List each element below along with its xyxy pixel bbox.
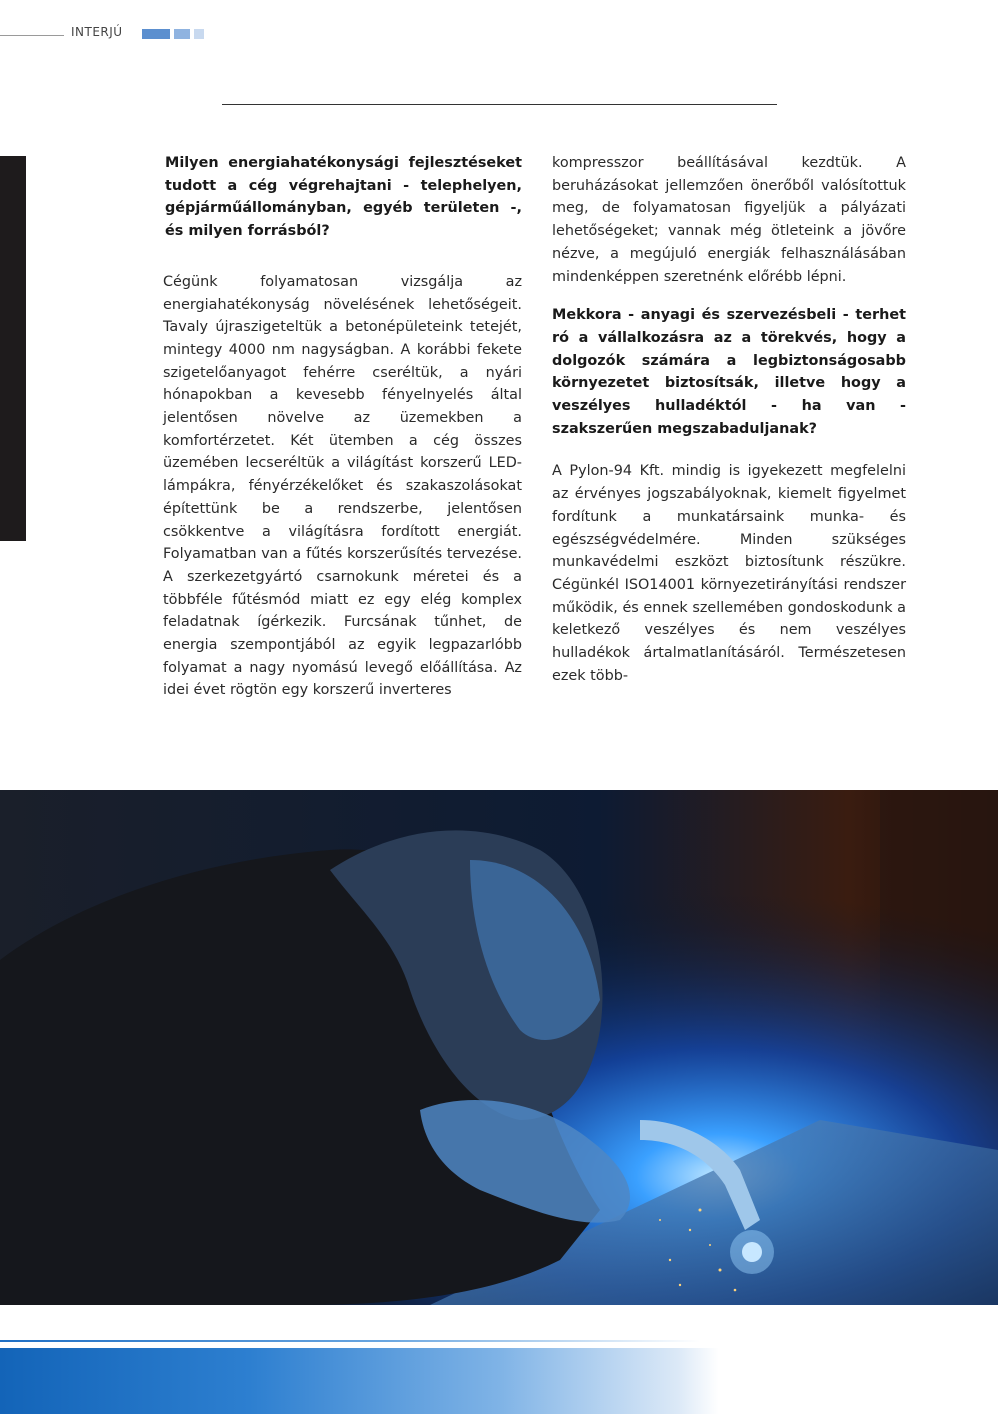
welder-illustration <box>0 790 998 1305</box>
footer-gradient-band <box>0 1348 998 1414</box>
question-safety: Mekkora - anyagi és szervezésbeli - terhet ró a vállalkozásra az a törekvés, hogy a dolgozók számára a legbiztonságosabb környezetet biztosítsák, illetve hogy a veszélyes hulladéktól - ha van - szakszerűen megszabaduljanak? <box>552 307 906 437</box>
right-column <box>552 152 906 687</box>
header-square-medium <box>174 29 190 39</box>
answer-energy: Cégünk folyamatosan vizsgálja az energiahatékonyság növelésének lehetőségeit. Tavaly újraszigeteltük a betonépületeink tetejét, mintegy 4000 nm nagyságban. A korábbi fekete szigetelőanyagot fehérre cseréltük, a nyári hónapokban a kevesebb fényelnyelés által jelentősen növelve az üzemekben a komfortérzetet. Két ütemben a cég összes üzemében lecseréltük a világítást korszerű LED-lámpákra, fényérzékelőket és szakaszolásokat építettünk be a rendszerbe, jelentősen csökkentve a világításra fordított energiát. Folyamatban van a fűtés korszerűsítés tervezése. A szerkezetgyártó csarnokunk méretei és a többféle fűtésmód miatt ez egy elég komplex feladatnak ígérkezik. Furcsának tűnhet, de energia szempontjából az egyik legpazarlóbb folyamat a nagy nyomású levegő előállítása. Az idei évet rögtön egy korszerű inverteres <box>163 273 522 699</box>
section-label: INTERJÚ <box>71 25 123 39</box>
welder-photo <box>0 790 998 1305</box>
side-bar <box>0 156 26 541</box>
header-rule <box>0 35 64 36</box>
answer-energy-continuation: kompresszor beállításával kezdtük. A beruházásokat jellemzően önerőből valósítottuk meg, de folyamatosan figyeljük a pályázati lehetőségeket; vannak még ötleteink a jövőre nézve, a megújuló energiák felhasználásában mindenképpen szeretnénk előrébb lépni. <box>552 155 906 285</box>
header-square-small <box>194 29 204 39</box>
footer-accent-line <box>0 1340 700 1342</box>
question-energy: Milyen energiahatékonysági fejlesztéseket tudott a cég végrehajtani - telephelyen, gépjárműállományban, egyéb területen -, és milyen forrásból? <box>165 155 522 240</box>
left-column <box>163 152 522 702</box>
top-divider <box>222 104 777 105</box>
answer-safety: A Pylon-94 Kft. mindig is igyekezett megfelelni az érvényes jogszabályoknak, kiemelt figyelmet fordítunk a munkatársaink munka- és egészségvédelmére. Minden szükséges munkavédelmi eszközt biztosítunk részükre. Cégünkél ISO14001 környezetirányítási rendszer működik, és ennek szellemében gondoskodunk a keletkező veszélyes és nem veszélyes hulladékok ártalmatlanításáról. Természetesen ezek több- <box>552 463 906 684</box>
header-square-large <box>142 29 170 39</box>
